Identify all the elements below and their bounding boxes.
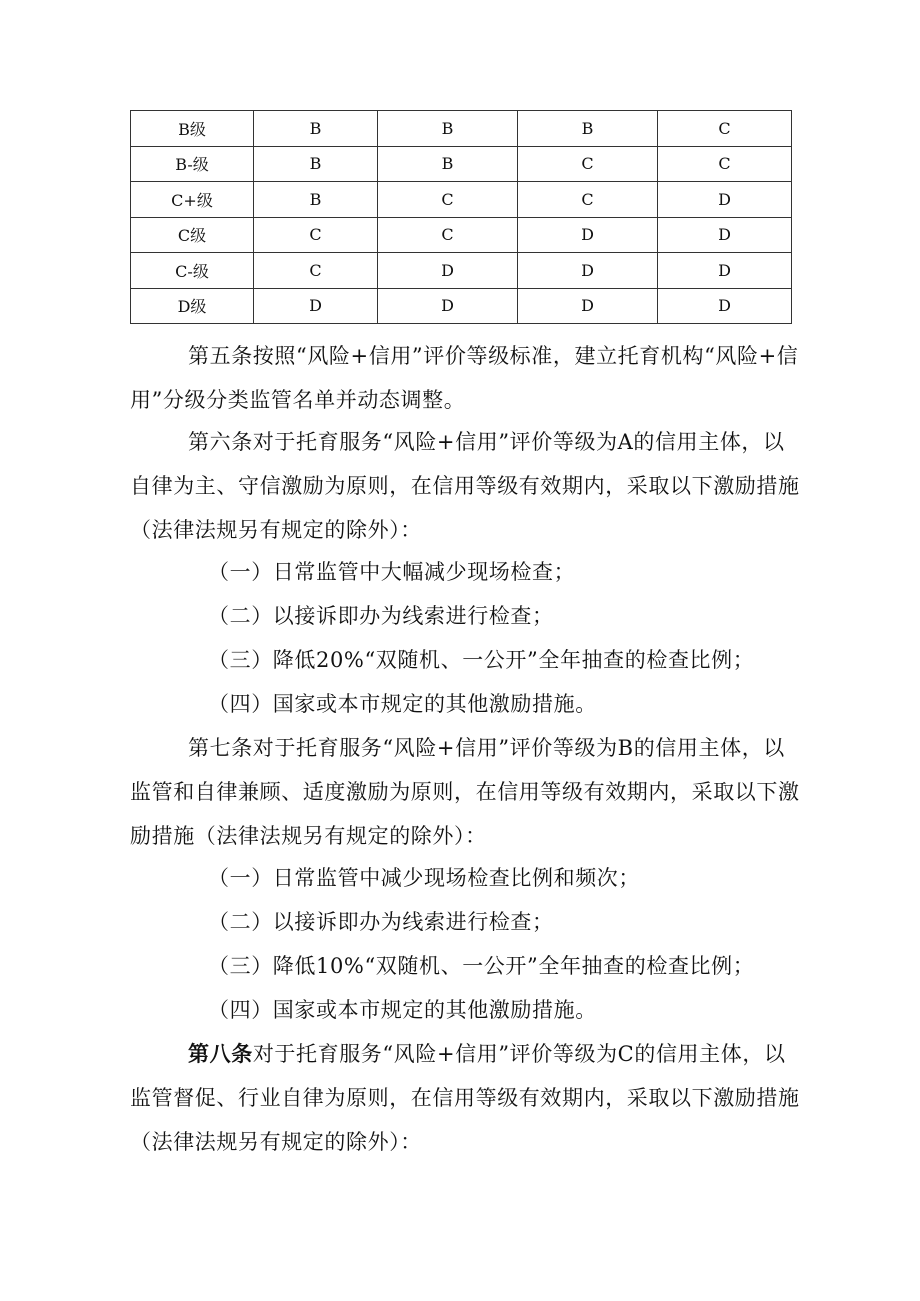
table-cell: B — [254, 146, 378, 182]
table-cell: D — [658, 182, 792, 218]
table-cell: D — [254, 288, 378, 324]
table-cell: C — [254, 253, 378, 289]
table-cell: C+级 — [131, 182, 254, 218]
article-8-heading: 第八条 — [188, 1041, 253, 1066]
table-cell: D — [518, 217, 658, 253]
article-6-paragraph: 第六条对于托育服务“风险+信用”评价等级为A的信用主体，以自律为主、守信激励为原则，在信用等级有效期内，采取以下激励措施（法律法规另有规定的除外）： — [130, 430, 800, 542]
article-7-item-4: （四）国家或本市规定的其他激励措施。 — [208, 998, 597, 1022]
article-8-paragraph — [130, 1032, 800, 1164]
table-cell: C级 — [131, 217, 254, 253]
table-cell: C — [658, 111, 792, 147]
table-row — [131, 182, 792, 218]
article-5-paragraph: 第五条按照“风险+信用”评价等级标准，建立托育机构“风险+信用”分级分类监管名单并动态调整。 — [130, 344, 799, 412]
table-cell: B — [378, 146, 518, 182]
grade-table — [130, 110, 792, 324]
article-7-item-1: （一）日常监管中减少现场检查比例和频次； — [208, 866, 640, 890]
table-cell: C-级 — [131, 253, 254, 289]
table-row — [131, 217, 792, 253]
table-row — [131, 288, 792, 324]
table-cell: D — [658, 288, 792, 324]
table-cell: D级 — [131, 288, 254, 324]
table-cell: D — [658, 253, 792, 289]
table-cell: C — [254, 217, 378, 253]
table-cell: B — [254, 111, 378, 147]
table-row — [131, 111, 792, 147]
table-row — [131, 253, 792, 289]
article-8-body: 对于托育服务“风险+信用”评价等级为C的信用主体，以监管督促、行业自律为原则，在信用等级有效期内，采取以下激励措施（法律法规另有规定的除外）： — [130, 1042, 800, 1154]
table-cell: B — [378, 111, 518, 147]
article-7-item-2: （二）以接诉即办为线索进行检查； — [208, 910, 554, 934]
article-6-item-1: （一）日常监管中大幅减少现场检查； — [208, 560, 576, 584]
table-cell: C — [518, 182, 658, 218]
table-cell: D — [378, 288, 518, 324]
table-cell: C — [658, 146, 792, 182]
table-cell: B — [254, 182, 378, 218]
article-7-item-3: （三）降低10%“双随机、一公开”全年抽查的检查比例； — [208, 954, 755, 978]
article-7-paragraph: 第七条对于托育服务“风险+信用”评价等级为B的信用主体，以监管和自律兼顾、适度激励为原则，在信用等级有效期内，采取以下激励措施（法律法规另有规定的除外）： — [130, 736, 800, 848]
article-6-item-3: （三）降低20%“双随机、一公开”全年抽查的检查比例； — [208, 648, 755, 672]
table-cell: D — [658, 217, 792, 253]
table-cell: C — [378, 182, 518, 218]
table-cell: D — [518, 253, 658, 289]
table-cell: C — [378, 217, 518, 253]
table-row — [131, 146, 792, 182]
table-cell: B-级 — [131, 146, 254, 182]
table-cell: B级 — [131, 111, 254, 147]
table-cell: D — [518, 288, 658, 324]
table-cell: C — [518, 146, 658, 182]
article-6-item-2: （二）以接诉即办为线索进行检查； — [208, 604, 554, 628]
table-cell: B — [518, 111, 658, 147]
table-cell: D — [378, 253, 518, 289]
article-6-item-4: （四）国家或本市规定的其他激励措施。 — [208, 692, 597, 716]
